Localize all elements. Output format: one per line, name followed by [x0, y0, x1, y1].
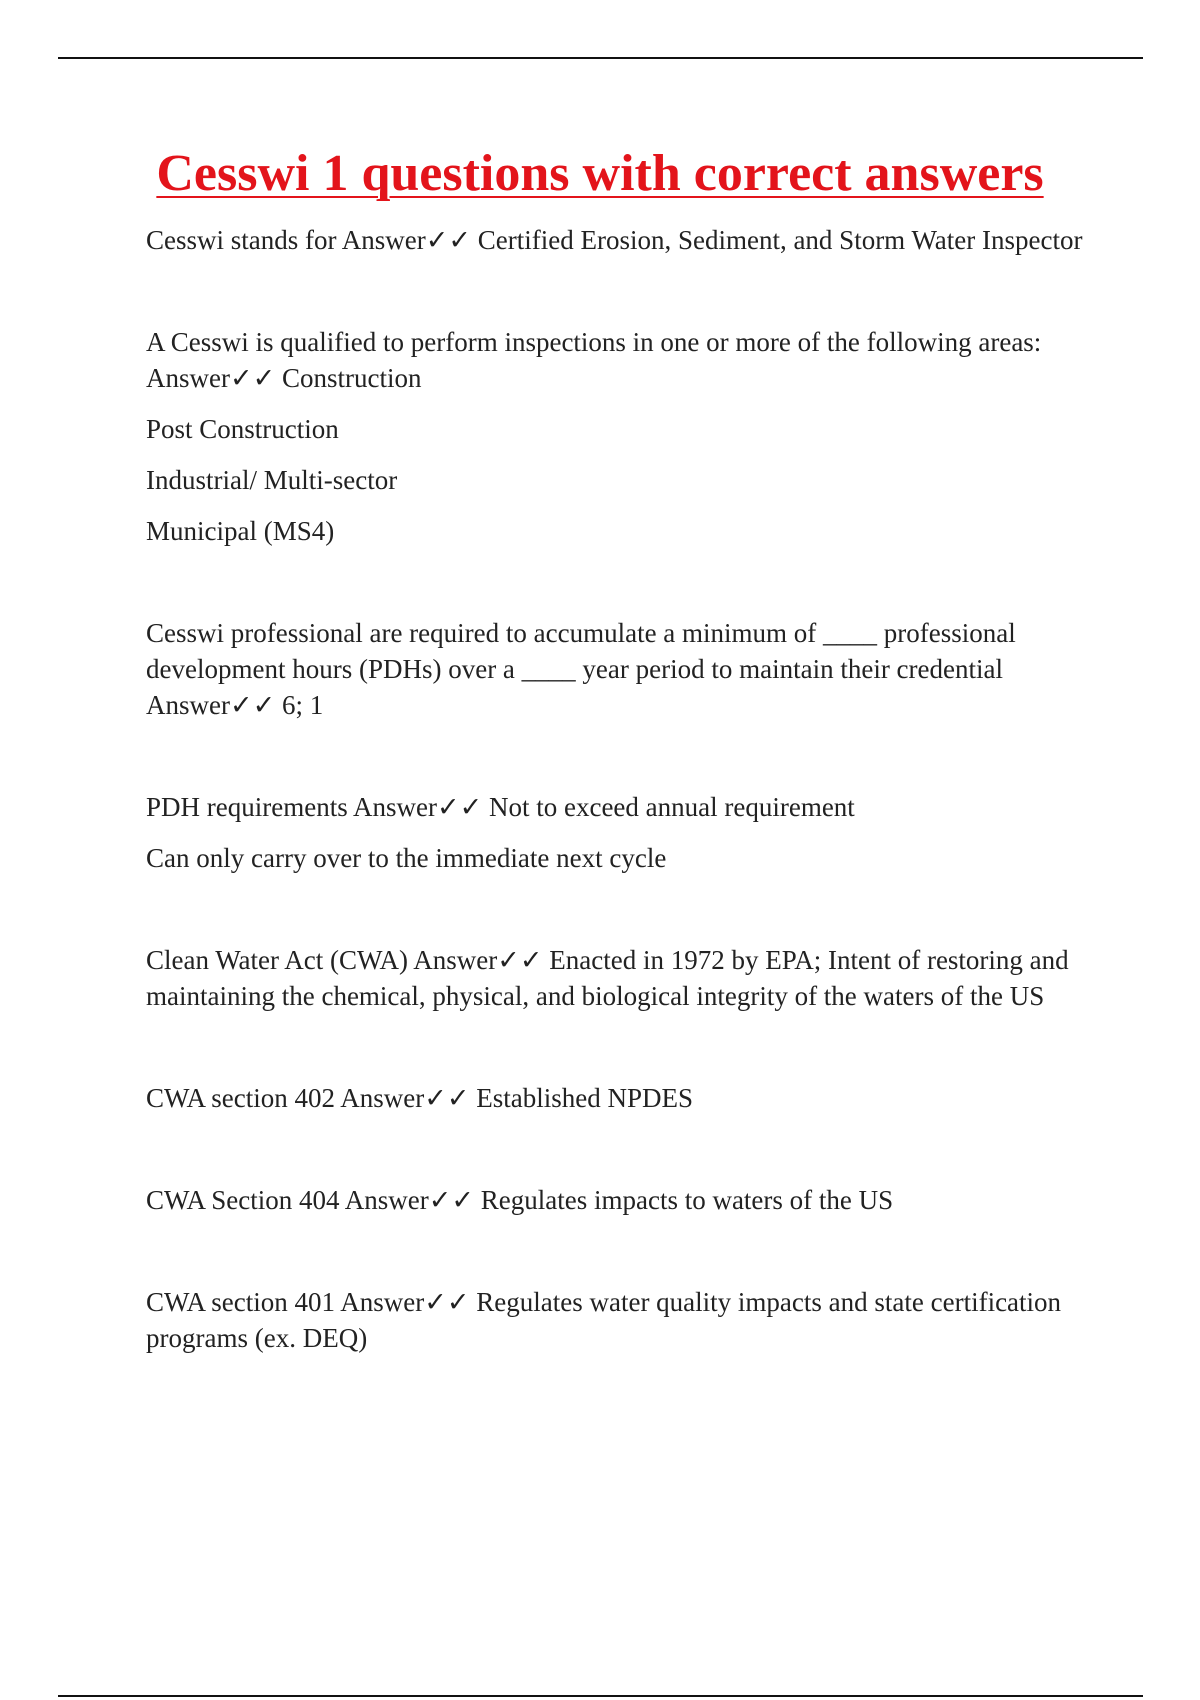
answer-continuation: Industrial/ Multi-sector	[146, 465, 398, 495]
question-text: Cesswi stands for	[146, 225, 337, 255]
answer-continuation: Can only carry over to the immediate next cycle	[146, 843, 667, 873]
answer-marker: Answer✓✓	[344, 1185, 474, 1215]
answer-marker: Answer✓✓	[146, 690, 276, 720]
qa-line	[146, 1182, 1106, 1218]
answer-marker: Answer✓✓	[413, 945, 543, 975]
answer-marker: Answer✓✓	[340, 1287, 470, 1317]
qa-line	[146, 615, 1106, 723]
qa-entry	[146, 1080, 1106, 1116]
answer-text: Regulates impacts to waters of the US	[480, 1185, 894, 1215]
answer-text: Not to exceed annual requirement	[488, 792, 855, 822]
qa-line	[146, 222, 1106, 258]
qa-line	[146, 324, 1106, 396]
answer-marker: Answer✓✓	[340, 1083, 470, 1113]
qa-entry	[146, 324, 1106, 549]
qa-line	[146, 789, 1106, 825]
qa-entry	[146, 789, 1106, 876]
footer-rule	[58, 1695, 1143, 1697]
header-rule	[58, 57, 1143, 59]
answer-text: Construction	[281, 363, 422, 393]
answer-text: Established NPDES	[476, 1083, 694, 1113]
question-text: CWA section 401	[146, 1287, 335, 1317]
answer-marker: Answer✓✓	[146, 363, 276, 393]
question-text: A Cesswi is qualified to perform inspections in one or more of the following areas:	[146, 327, 1042, 357]
qa-list	[146, 222, 1106, 1356]
answer-text: Enacted in 1972 by EPA; Intent of restoring and maintaining the chemical, physical, and biological integrity of the waters of the US	[146, 945, 1069, 1011]
answer-continuation: Municipal (MS4)	[146, 516, 335, 546]
question-text: CWA Section 404	[146, 1185, 340, 1215]
answer-text: Regulates water quality impacts and state certification programs (ex. DEQ)	[146, 1287, 1062, 1353]
answer-continuation: Post Construction	[146, 414, 339, 444]
question-text: CWA section 402	[146, 1083, 335, 1113]
answer-marker: Answer✓✓	[341, 225, 471, 255]
document-title: Cesswi 1 questions with correct answers	[156, 145, 1044, 202]
qa-line	[146, 942, 1106, 1014]
question-text: PDH requirements	[146, 792, 348, 822]
qa-entry	[146, 222, 1106, 258]
qa-entry	[146, 1284, 1106, 1356]
qa-entry	[146, 942, 1106, 1014]
answer-marker: Answer✓✓	[352, 792, 483, 822]
question-text: Clean Water Act (CWA)	[146, 945, 408, 975]
question-text: Cesswi professional are required to accumulate a minimum of ____ professional development hours (PDHs) over a ____ year period to maintain their credential	[146, 618, 1016, 684]
answer-text: 6; 1	[281, 690, 324, 720]
qa-entry	[146, 1182, 1106, 1218]
qa-line	[146, 1284, 1106, 1356]
qa-entry	[146, 615, 1106, 723]
answer-text: Certified Erosion, Sediment, and Storm Water Inspector	[477, 225, 1083, 255]
qa-line	[146, 1080, 1106, 1116]
